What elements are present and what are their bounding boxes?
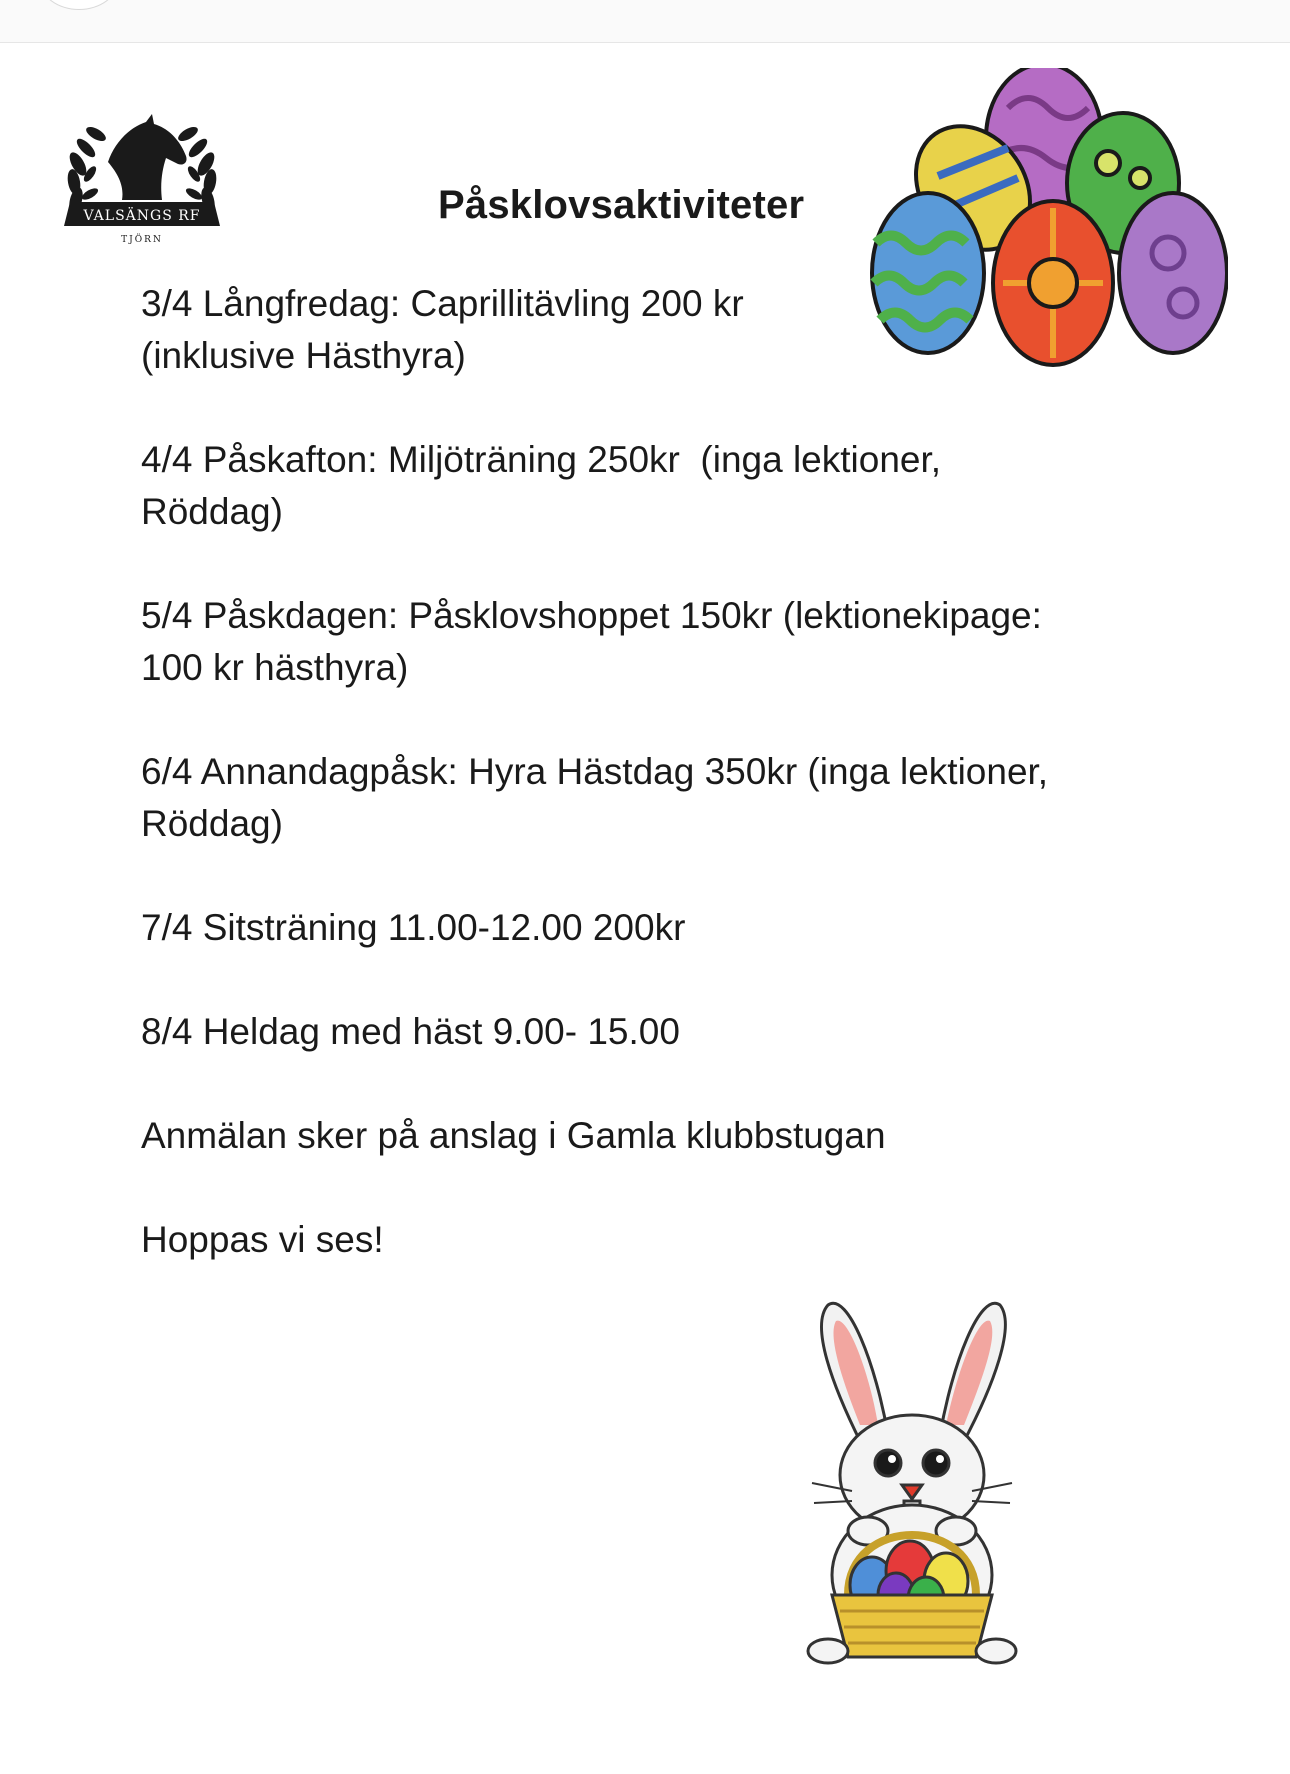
activity-line: 5/4 Påskdagen: Påsklovshoppet 150kr (lektionekipage:	[141, 595, 1042, 636]
activity-list	[141, 278, 1141, 1266]
activity-line: 3/4 Långfredag: Caprillitävling 200 kr	[141, 283, 744, 324]
activity-line: Röddag)	[141, 803, 283, 844]
closing-note: Hoppas vi ses!	[141, 1219, 384, 1260]
top-bar	[0, 0, 1290, 43]
signup-note: Anmälan sker på anslag i Gamla klubbstugan	[141, 1115, 886, 1156]
activity-item	[141, 1006, 1141, 1058]
logo-place: TJÖRN	[121, 235, 163, 245]
activity-line: 100 kr hästhyra)	[141, 647, 409, 688]
easter-bunny-basket-icon	[792, 1295, 1032, 1675]
activity-item	[141, 902, 1141, 954]
activity-item	[141, 746, 1141, 850]
activity-line: Röddag)	[141, 491, 283, 532]
activity-line: 4/4 Påskafton: Miljöträning 250kr (inga lektioner,	[141, 439, 942, 480]
activity-item	[141, 434, 1141, 538]
activity-item	[141, 590, 1141, 694]
activity-item	[141, 278, 1141, 382]
page-title: Påsklovsaktiviteter	[438, 183, 805, 227]
avatar[interactable]	[40, 0, 118, 10]
logo-name: VALSÄNGS RF	[83, 208, 201, 224]
activity-line: 7/4 Sitsträning 11.00-12.00 200kr	[141, 907, 686, 948]
club-logo-icon	[62, 84, 222, 254]
activity-line: 6/4 Annandagpåsk: Hyra Hästdag 350kr (inga lektioner,	[141, 751, 1049, 792]
activity-line: 8/4 Heldag med häst 9.00- 15.00	[141, 1011, 680, 1052]
activity-line: (inklusive Hästhyra)	[141, 335, 466, 376]
